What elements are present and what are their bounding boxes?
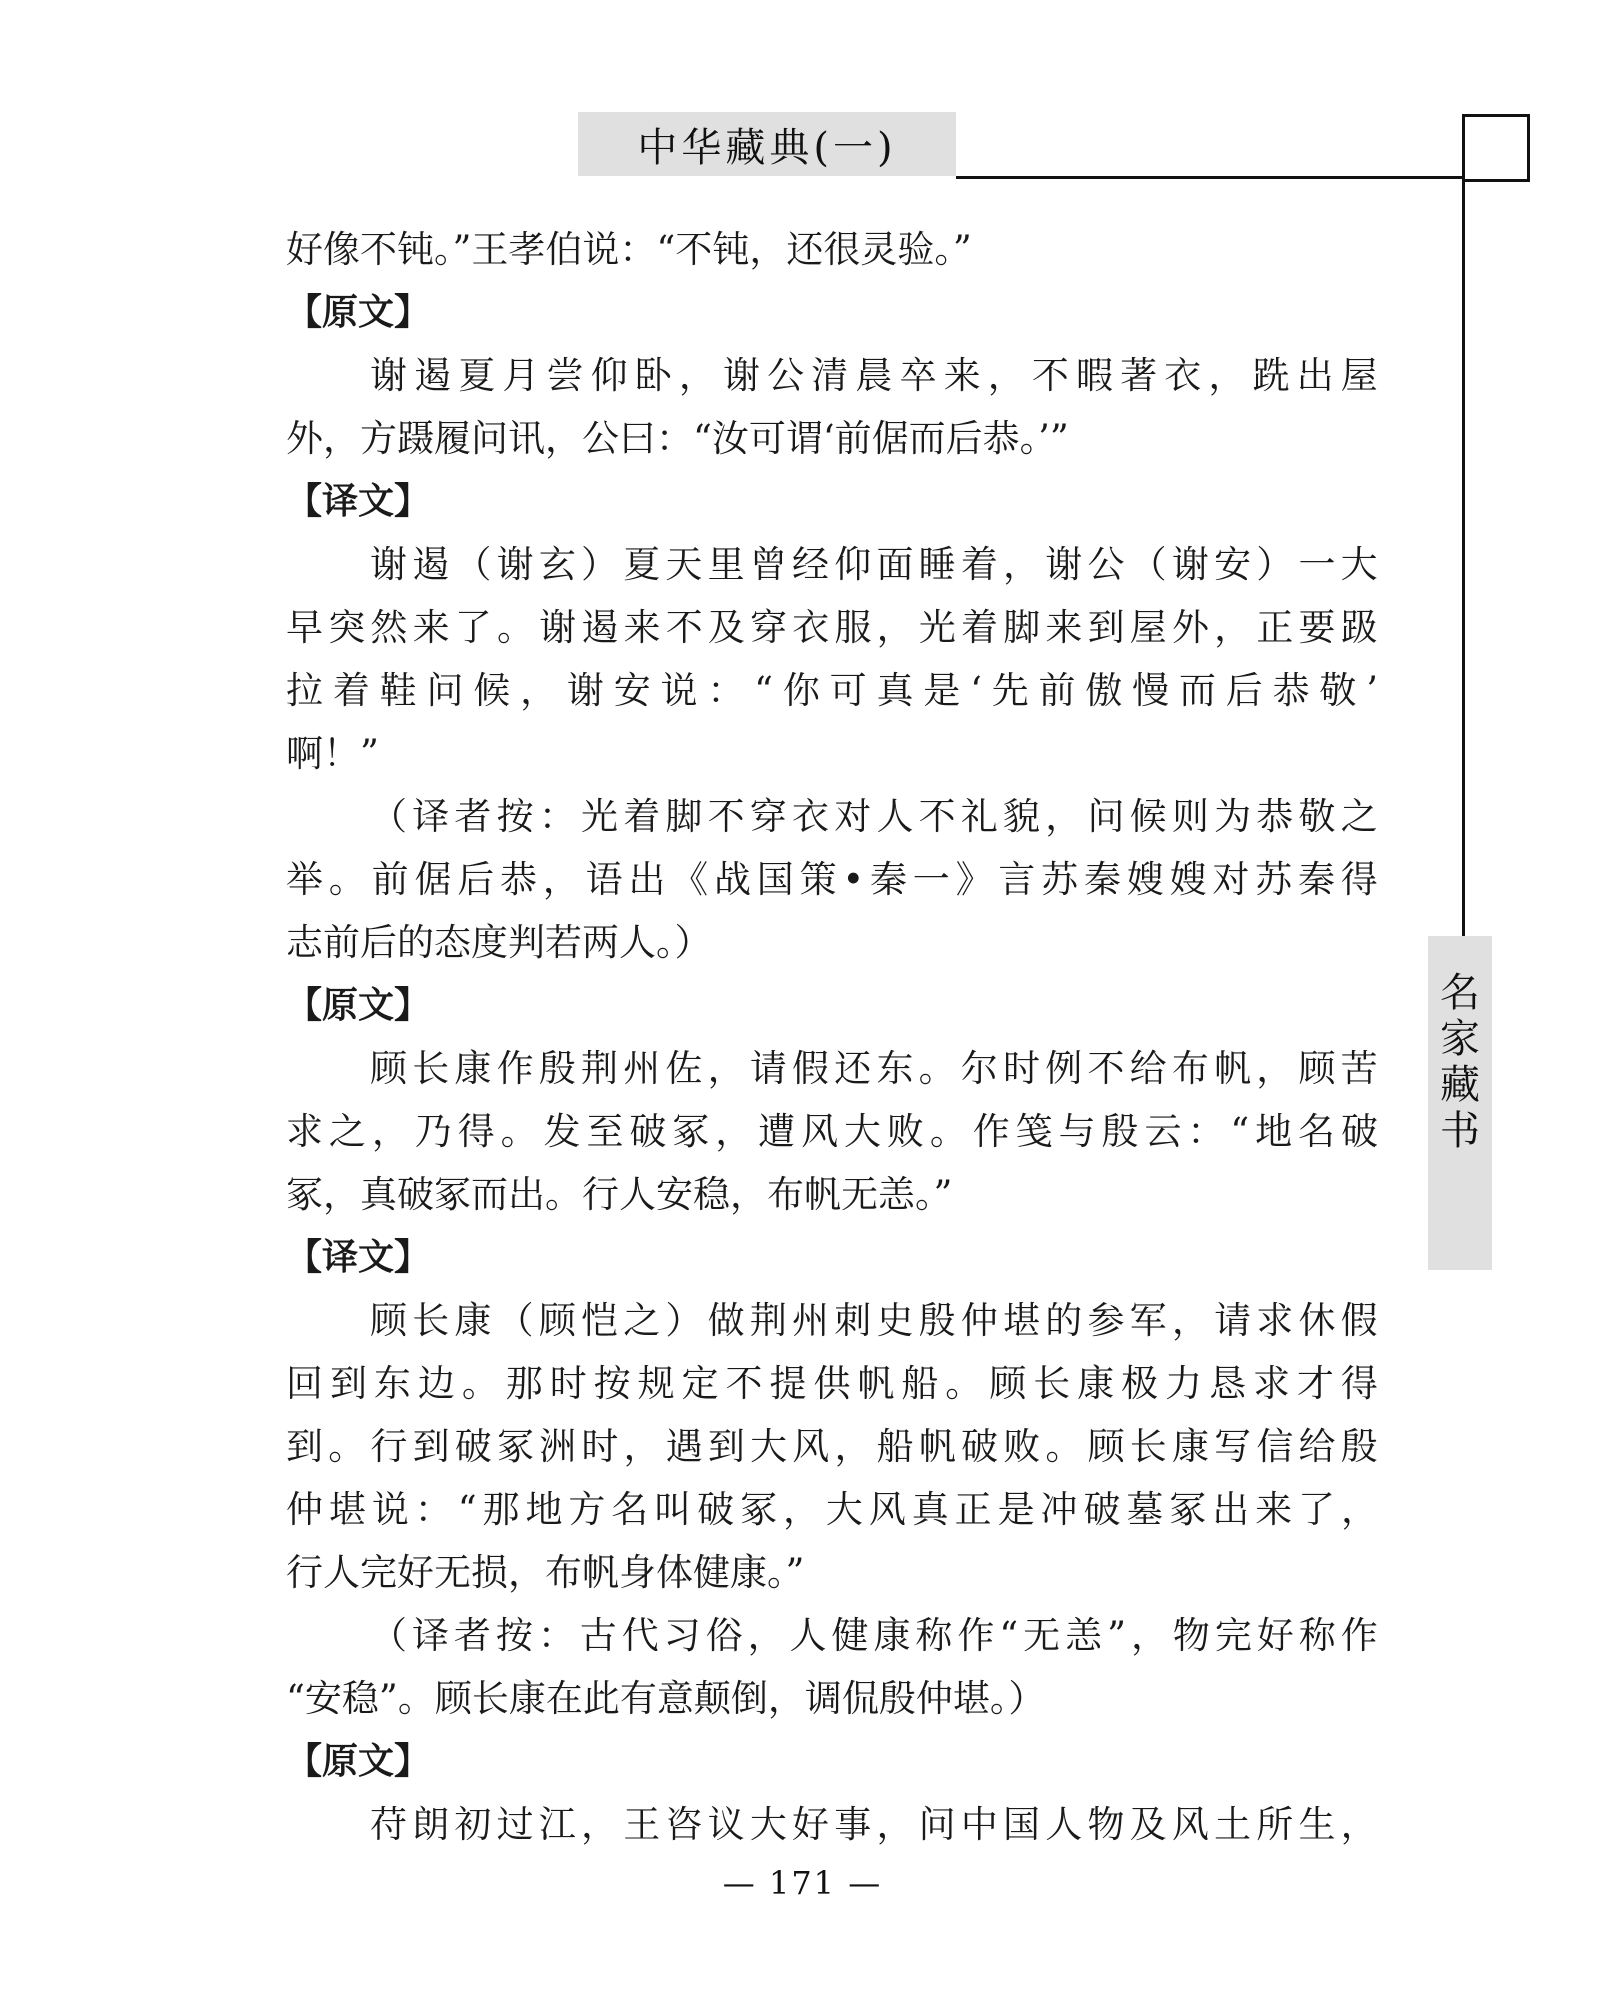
- text-line: 顾 长 康 作 殷 荆 州 佐 ， 请 假 还 东 。 尔 时 例 不 给 布 帆 ， 顾 苦: [370, 1047, 1378, 1090]
- header-title: 中华藏典(一): [637, 124, 897, 171]
- text-line: 回 到 东 边 。 那 时 按 规 定 不 提 供 帆 船 。 顾 长 康 极 力 恳 求 才 得: [286, 1362, 1378, 1405]
- text-line: 早 突 然 来 了 。 谢 遏 来 不 及 穿 衣 服 ， 光 着 脚 来 到 屋 外 ， 正 要 趿: [286, 606, 1378, 649]
- side-tab-char: 书: [1440, 1108, 1480, 1154]
- text-line: 好像不钝。”王孝伯说：“不钝，还很灵验。”: [286, 228, 972, 271]
- section-heading: 【译文】: [286, 481, 431, 522]
- vertical-rule: [1462, 176, 1465, 936]
- text-line: 行人完好无损，布帆身体健康。”: [286, 1551, 805, 1594]
- side-tab: [1428, 936, 1492, 1270]
- body-text: [286, 218, 1378, 1856]
- text-line: 求 之 ， 乃 得 。 发 至 破 冢 ， 遭 风 大 败 。 作 笺 与 殷 云 ： “ 地 名 破: [286, 1110, 1378, 1153]
- text-line: 啊！”: [286, 732, 379, 775]
- header-rule: [956, 176, 1529, 179]
- text-line: 谢 遏 夏 月 尝 仰 卧 ， 谢 公 清 晨 卒 来 ， 不 暇 著 衣 ， 跣 出 屋: [370, 354, 1378, 397]
- page-number: — 171 —: [722, 1864, 883, 1902]
- text-line: 冢，真破冢而出。行人安稳，布帆无恙。”: [286, 1173, 953, 1216]
- text-line: （ 译 者 按 ： 古 代 习 俗 ， 人 健 康 称 作 “ 无 恙 ” ， 物 完 好 称 作: [370, 1614, 1378, 1657]
- text-line: 谢 遏 （ 谢 玄 ） 夏 天 里 曾 经 仰 面 睡 着 ， 谢 公 （ 谢 安 ） 一 大: [370, 543, 1378, 586]
- side-tab-char: 名: [1440, 970, 1480, 1016]
- text-line: 苻 朗 初 过 江 ， 王 咨 议 大 好 事 ， 问 中 国 人 物 及 风 土 所 生 ，: [370, 1803, 1378, 1846]
- section-heading: 【原文】: [286, 1741, 431, 1782]
- side-tab-char: 藏: [1440, 1062, 1480, 1108]
- text-line: 志前后的态度判若两人。）: [286, 921, 712, 964]
- corner-square-ornament: [1462, 114, 1530, 182]
- text-line: 外，方蹑履问讯，公曰：“汝可谓‘前倨而后恭。’”: [286, 417, 1069, 460]
- side-tab-char: 家: [1440, 1016, 1480, 1062]
- text-line: （ 译 者 按 ： 光 着 脚 不 穿 衣 对 人 不 礼 貌 ， 问 候 则 为 恭 敬 之: [370, 795, 1378, 838]
- section-heading: 【原文】: [286, 985, 431, 1026]
- text-line: 顾 长 康 （ 顾 恺 之 ） 做 荆 州 刺 史 殷 仲 堪 的 参 军 ， 请 求 休 假: [370, 1299, 1378, 1342]
- text-line: 仲 堪 说 ： “ 那 地 方 名 叫 破 冢 ， 大 风 真 正 是 冲 破 墓 冢 出 来 了 ，: [286, 1488, 1378, 1531]
- text-line: “安稳”。顾长康在此有意颠倒，调侃殷仲堪。）: [286, 1677, 1046, 1720]
- text-line: 拉 着 鞋 问 候 ， 谢 安 说 ： “ 你 可 真 是 ‘ 先 前 傲 慢 而 后 恭 敬 ’: [286, 669, 1378, 712]
- text-line: 到 。 行 到 破 冢 洲 时 ， 遇 到 大 风 ， 船 帆 破 败 。 顾 长 康 写 信 给 殷: [286, 1425, 1378, 1468]
- section-heading: 【原文】: [286, 292, 431, 333]
- running-header: [578, 112, 956, 176]
- text-line: 举 。 前 倨 后 恭 ， 语 出 《 战 国 策 • 秦 一 》 言 苏 秦 嫂 嫂 对 苏 秦 得: [286, 858, 1378, 901]
- section-heading: 【译文】: [286, 1237, 431, 1278]
